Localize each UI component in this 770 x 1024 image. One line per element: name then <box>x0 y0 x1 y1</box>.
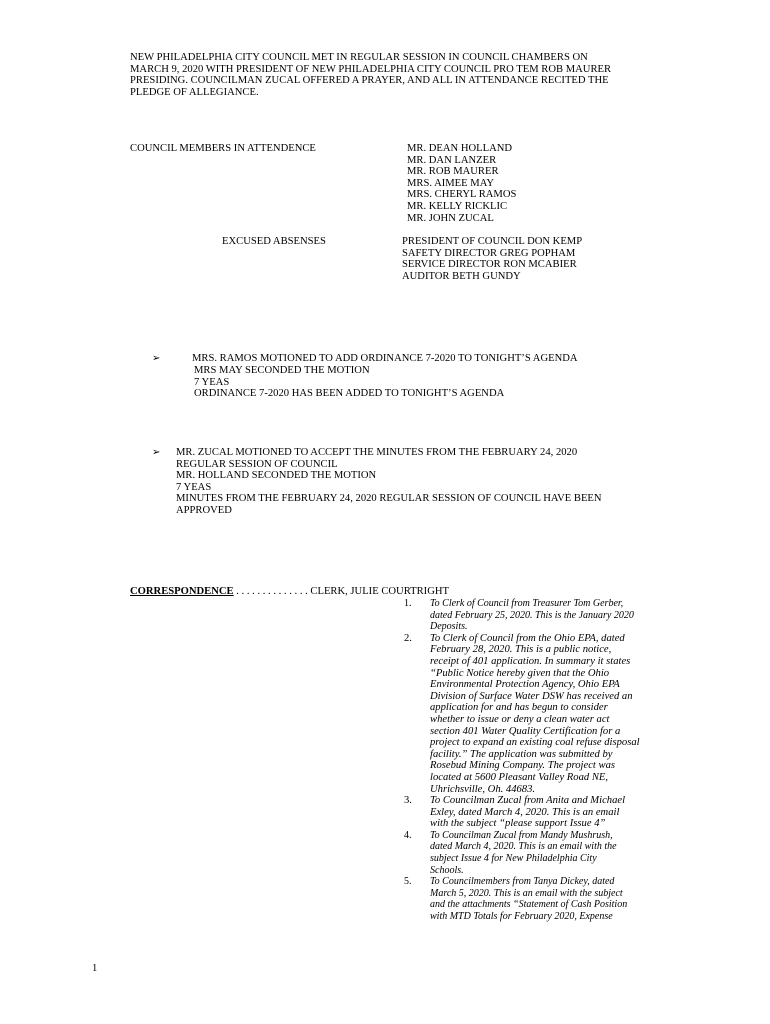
member-name: MR. DAN LANZER <box>407 154 497 166</box>
item-line: To Clerk of Council from Treasurer Tom Gerber, <box>430 598 624 609</box>
item-number: 5. <box>404 876 412 888</box>
item-line: “Public Notice hereby given that the Ohio <box>430 667 610 679</box>
item-line: project to expand an existing coal refuse disposal <box>430 737 640 749</box>
motion-line: REGULAR SESSION OF COUNCIL <box>176 458 338 470</box>
motion-line: MRS. RAMOS MOTIONED TO ADD ORDINANCE 7-2020 TO TONIGHT’S AGENDA <box>192 353 578 364</box>
excused-name: SERVICE DIRECTOR RON MCABIER <box>402 259 577 271</box>
intro-line: PLEDGE OF ALLEGIANCE. <box>130 86 259 98</box>
member-name: MR. KELLY RICKLIC <box>407 200 508 212</box>
motion-line: APPROVED <box>176 504 232 516</box>
arrow-bullet-icon: ➢ <box>152 353 161 364</box>
item-line: To Clerk of Council from the Ohio EPA, dated <box>430 632 625 644</box>
motion-line: 7 YEAS <box>176 481 212 493</box>
item-number: 4. <box>404 829 412 841</box>
attendance-list <box>407 143 516 224</box>
excused-label: EXCUSED ABSENSES <box>222 236 326 247</box>
item-number: 3. <box>404 795 412 807</box>
item-number: 1. <box>404 598 412 609</box>
list-item <box>404 876 714 922</box>
intro-line: MARCH 9, 2020 WITH PRESIDENT OF NEW PHILADELPHIA CITY COUNCIL PRO TEM ROB MAURER <box>130 63 612 75</box>
item-line: Division of Surface Water DSW has received an <box>430 690 633 702</box>
excused-name: PRESIDENT OF COUNCIL DON KEMP <box>402 236 583 247</box>
item-line: February 28, 2020. This is a public notice, <box>430 644 612 656</box>
item-line: facility.” The application was submitted by <box>430 748 613 760</box>
correspondence-clerk: . . . . . . . . . . . . . . CLERK, JULIE COURTRIGHT <box>233 586 449 597</box>
intro-paragraph <box>130 52 720 98</box>
item-line: dated March 4, 2020. This is an email with the <box>430 841 617 853</box>
motion-line: MRS MAY SECONDED THE MOTION <box>194 365 370 376</box>
intro-line: NEW PHILADELPHIA CITY COUNCIL MET IN REGULAR SESSION IN COUNCIL CHAMBERS ON <box>130 52 588 63</box>
item-line: receipt of 401 application. In summary it states <box>430 655 631 667</box>
excused-list <box>402 236 582 282</box>
item-line: Schools. <box>430 864 464 876</box>
list-item <box>404 795 714 830</box>
list-item <box>404 598 714 633</box>
motion-line: ORDINANCE 7-2020 HAS BEEN ADDED TO TONIGHT’S AGENDA <box>194 388 505 400</box>
item-line: Uhrichsville, Oh. 44683. <box>430 783 536 795</box>
list-item <box>404 830 714 876</box>
member-name: MR. JOHN ZUCAL <box>407 212 494 224</box>
member-name: MR. DEAN HOLLAND <box>407 143 513 154</box>
motion-line: MINUTES FROM THE FEBRUARY 24, 2020 REGULAR SESSION OF COUNCIL HAVE BEEN <box>176 493 602 505</box>
correspondence-list <box>404 598 714 923</box>
correspondence-title: CORRESPONDENCE <box>130 586 234 597</box>
excused-name: AUDITOR BETH GUNDY <box>402 270 521 282</box>
item-line: To Councilman Zucal from Anita and Michael <box>430 795 626 807</box>
correspondence-heading <box>130 586 449 598</box>
excused-name: SAFETY DIRECTOR GREG POPHAM <box>402 247 576 259</box>
list-item <box>404 633 714 795</box>
item-line: Deposits. <box>430 621 468 633</box>
item-line: Environmental Protection Agency, Ohio EPA <box>430 679 620 691</box>
item-line: To Councilmembers from Tanya Dickey, dated <box>430 876 615 888</box>
item-line: located at 5600 Pleasant Valley Road NE, <box>430 771 609 783</box>
intro-line: PRESIDING. COUNCILMAN ZUCAL OFFERED A PRAYER, AND ALL IN ATTENDANCE RECITED THE <box>130 75 609 87</box>
item-line: subject Issue 4 for New Philadelphia City <box>430 853 597 865</box>
item-line: Exley, dated March 4, 2020. This is an email <box>430 806 620 818</box>
page-number: 1 <box>92 963 98 974</box>
motion-line: 7 YEAS <box>194 376 230 388</box>
member-name: MRS. AIMEE MAY <box>407 177 495 189</box>
attendance-label: COUNCIL MEMBERS IN ATTENDENCE <box>130 143 316 154</box>
motion-line: MR. HOLLAND SECONDED THE MOTION <box>176 470 377 482</box>
item-line: section 401 Water Quality Certification for a <box>430 725 621 737</box>
motion-2 <box>176 447 602 517</box>
item-line: application for and has begun to consider <box>430 702 608 714</box>
motion-line: MR. ZUCAL MOTIONED TO ACCEPT THE MINUTES FROM THE FEBRUARY 24, 2020 <box>176 447 578 458</box>
arrow-bullet-icon: ➢ <box>152 447 161 458</box>
item-line: March 5, 2020. This is an email with the subject <box>430 887 623 899</box>
item-line: dated February 25, 2020. This is the January 2020 <box>430 609 634 621</box>
item-line: To Councilman Zucal from Mandy Mushrush, <box>430 829 613 841</box>
item-line: Rosebud Mining Company. The project was <box>430 760 615 772</box>
item-number: 2. <box>404 632 412 644</box>
item-line: with the subject “please support Issue 4” <box>430 818 606 830</box>
member-name: MR. ROB MAURER <box>407 166 499 178</box>
item-line: and the attachments “Statement of Cash Position <box>430 899 628 911</box>
item-line: with MTD Totals for February 2020, Expense <box>430 911 613 923</box>
item-line: whether to issue or deny a clean water act <box>430 713 610 725</box>
member-name: MRS. CHERYL RAMOS <box>407 189 517 201</box>
motion-1-details <box>194 365 504 400</box>
